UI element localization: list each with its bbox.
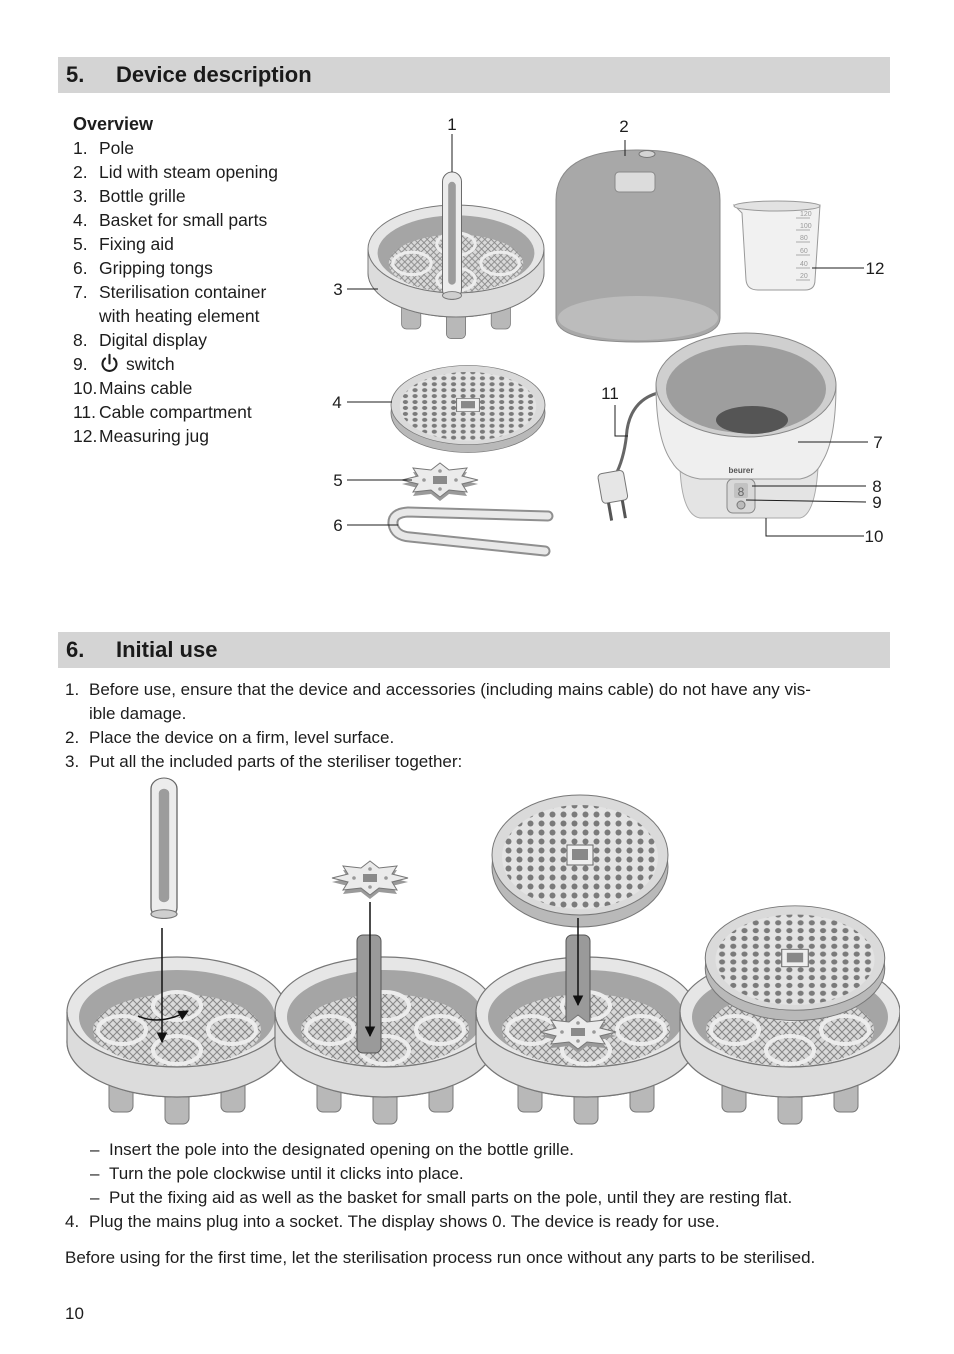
sub-step-item — [90, 1162, 792, 1186]
section-title: Device description — [116, 62, 312, 87]
item-label: Pole — [99, 138, 135, 158]
bottle-grille — [67, 957, 287, 1124]
callout-2: 2 — [619, 117, 629, 136]
jug-scale-label: 60 — [800, 248, 808, 255]
dash-bullet: – — [90, 1188, 100, 1207]
heating-element — [716, 406, 788, 434]
item-label: Digital display — [99, 330, 207, 350]
item-label-with-icon — [99, 352, 175, 376]
display-digit: 8 — [737, 485, 745, 499]
power-switch — [737, 501, 745, 509]
first-use-note: Before using for the first time, let the sterilisation process run once without any parts to be sterilised. — [65, 1248, 816, 1267]
step-number: 4. — [65, 1212, 80, 1231]
step-number: 1. — [65, 680, 80, 699]
page-number: 10 — [65, 1304, 84, 1323]
callout-4: 4 — [332, 393, 342, 412]
item-label: Lid with steam opening — [99, 162, 278, 182]
item-label: Bottle grille — [99, 186, 186, 206]
step-text — [89, 726, 394, 750]
item-label — [99, 280, 266, 328]
callout-1: 1 — [447, 115, 457, 134]
step-line: ible damage. — [89, 704, 187, 723]
assembly-illustration — [55, 770, 900, 1135]
assembly-sub-steps — [90, 1138, 792, 1210]
assembly-step-insert-pole — [67, 778, 287, 1124]
callout-5: 5 — [333, 471, 343, 490]
measuring-jug — [734, 201, 820, 290]
list-item — [73, 400, 278, 424]
callout-3: 3 — [333, 280, 343, 299]
item-number: 4. — [73, 210, 88, 230]
pole — [357, 935, 381, 1053]
step-text: Plug the mains plug into a socket. The display shows 0. The device is ready for use. — [89, 1212, 720, 1231]
step-line: Put all the included parts of the steriliser together: — [89, 752, 463, 771]
item-number: 11. — [73, 402, 97, 422]
callout-8: 8 — [872, 477, 882, 496]
item-label: Measuring jug — [99, 426, 209, 446]
item-label-line: Sterilisation container — [99, 282, 267, 302]
initial-use-steps — [65, 678, 811, 774]
item-number: 9. — [73, 354, 88, 374]
list-item — [73, 232, 278, 256]
assembly-step-fixing-aid — [275, 861, 495, 1124]
callout-12: 12 — [865, 259, 885, 278]
jug-scale-label: 100 — [800, 223, 812, 230]
item-number: 3. — [73, 186, 88, 206]
pole — [443, 172, 462, 299]
list-item — [73, 184, 278, 208]
step-number: 2. — [65, 728, 80, 747]
sterilisation-container — [656, 333, 836, 518]
gripping-tongs — [393, 512, 548, 551]
item-number: 1. — [73, 138, 88, 158]
sub-step-text: Turn the pole clockwise until it clicks into place. — [109, 1164, 464, 1183]
section-title: Initial use — [116, 637, 218, 662]
list-item — [73, 208, 278, 232]
item-number: 10. — [73, 378, 98, 398]
item-number: 5. — [73, 234, 88, 254]
lid — [556, 150, 720, 342]
jug-scale-label: 40 — [800, 261, 808, 268]
item-label: Basket for small parts — [99, 210, 268, 230]
item-number: 6. — [73, 258, 88, 278]
sub-step-item — [90, 1138, 792, 1162]
section-number: 6. — [66, 637, 85, 662]
list-item — [73, 352, 278, 376]
callout-6: 6 — [333, 516, 343, 535]
item-number: 8. — [73, 330, 88, 350]
list-item — [73, 256, 278, 280]
sub-step-item — [90, 1186, 792, 1210]
overview-heading: Overview — [73, 114, 154, 134]
step-item — [65, 678, 811, 726]
section-5-header — [58, 57, 890, 93]
lid-handle — [615, 172, 655, 192]
bottle-grille — [275, 957, 495, 1124]
sub-step-text: Insert the pole into the designated opening on the bottle grille. — [109, 1140, 575, 1159]
brand-logo: beurer — [728, 466, 754, 475]
item-label: Gripping tongs — [99, 258, 213, 278]
list-item — [73, 160, 278, 184]
list-item — [73, 328, 278, 352]
item-label: Cable compartment — [99, 402, 252, 422]
callout-7: 7 — [873, 433, 883, 452]
step-number: 3. — [65, 752, 80, 771]
overview-list — [73, 112, 278, 448]
section-6-header — [58, 632, 890, 668]
list-item — [73, 376, 278, 400]
jug-scale-label: 120 — [800, 211, 812, 218]
power-icon — [99, 353, 120, 374]
basket-for-small-parts — [705, 906, 885, 1021]
item-number: 2. — [73, 162, 88, 182]
item-number: 12. — [73, 426, 98, 446]
callout-9: 9 — [872, 493, 882, 512]
basket-for-small-parts — [391, 365, 545, 452]
step-line: Before use, ensure that the device and accessories (including mains cable) do not have any vis- — [89, 680, 811, 699]
jug-scale-label: 20 — [800, 273, 808, 280]
callout-10: 10 — [864, 527, 884, 546]
item-label: Mains cable — [99, 378, 193, 398]
step-item — [65, 726, 811, 750]
mains-plug — [597, 470, 631, 522]
list-item — [73, 280, 278, 328]
item-number: 7. — [73, 282, 88, 302]
list-item — [73, 424, 278, 448]
dash-bullet: – — [90, 1140, 100, 1159]
device-overview-illustration — [320, 100, 900, 570]
item-label: Fixing aid — [99, 234, 174, 254]
jug-scale-label: 80 — [800, 235, 808, 242]
step-line: Place the device on a firm, level surface. — [89, 728, 395, 747]
section-number: 5. — [66, 62, 85, 87]
dash-bullet: – — [90, 1164, 100, 1183]
item-label: switch — [126, 354, 175, 374]
step-text — [89, 678, 811, 726]
step-item — [65, 1210, 720, 1234]
callout-11: 11 — [601, 384, 619, 403]
fixing-aid — [332, 861, 408, 899]
fixing-aid — [402, 463, 478, 501]
sub-step-text: Put the fixing aid as well as the basket for small parts on the pole, until they are resting flat. — [109, 1188, 793, 1207]
mains-cable — [597, 392, 662, 522]
steam-opening — [639, 151, 655, 158]
basket-for-small-parts — [492, 795, 668, 927]
pole — [151, 778, 177, 918]
item-label-line: with heating element — [99, 306, 260, 326]
assembly-step-complete — [680, 906, 900, 1124]
assembly-step-basket — [476, 795, 696, 1124]
list-item — [73, 136, 278, 160]
